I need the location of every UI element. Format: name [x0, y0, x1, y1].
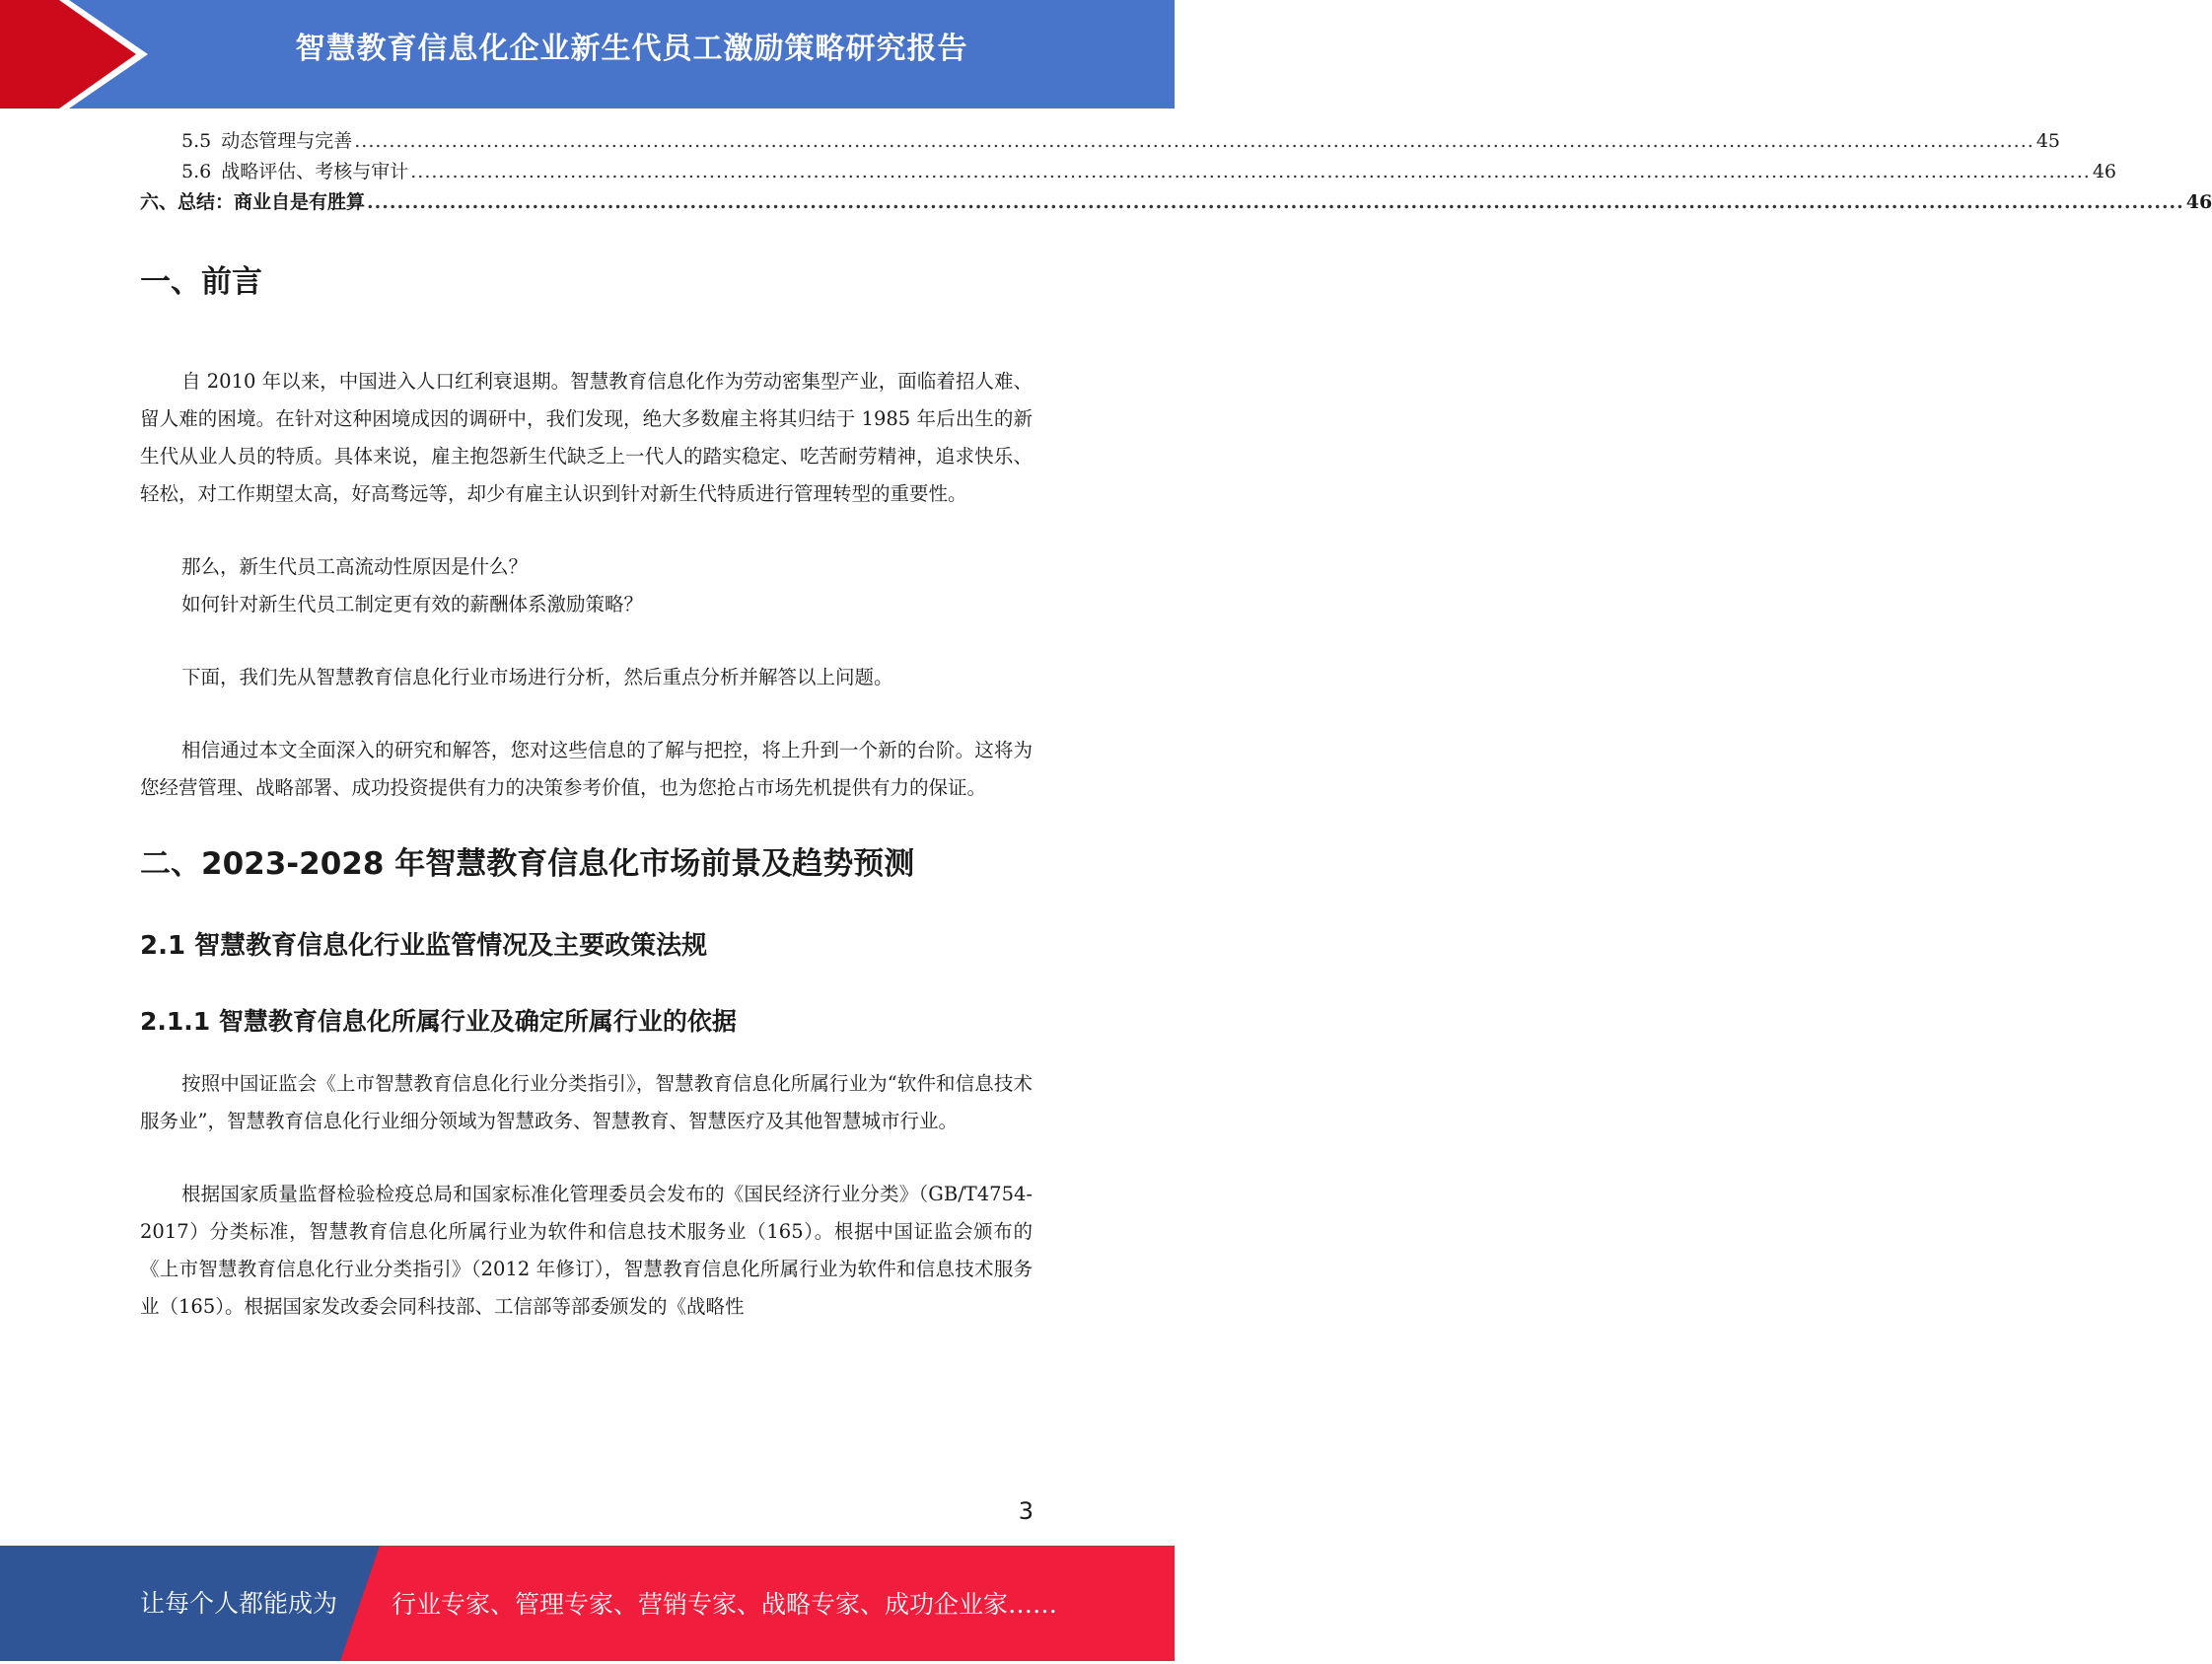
document-body [140, 253, 1033, 1326]
paragraph: 根据国家质量监督检验检疫总局和国家标准化管理委员会发布的《国民经济行业分类》（GB/T4754-2017）分类标准，智慧教育信息化所属行业为软件和信息技术服务业（165）。根据中国证监会颁布的《上市智慧教育信息化行业分类指引》（2012 年修订），智慧教育信息化所属行业为软件和信息技术服务业（165）。根据国家发改委会同科技部、工信部等部委颁发的《战略性 [140, 1183, 1033, 1318]
report-title: 智慧教育信息化企业新生代员工激励策略研究报告 [295, 32, 968, 66]
page-number: 3 [1018, 1497, 1034, 1525]
subsection-heading-2-1-1: 2.1.1 智慧教育信息化所属行业及确定所属行业的依据 [140, 1007, 737, 1036]
subsection-heading-2-1: 2.1 智慧教育信息化行业监管情况及主要政策法规 [140, 931, 708, 961]
toc-item-5-5[interactable] [140, 126, 2060, 157]
toc-item-label: 战略评估、考核与审计 [221, 161, 409, 182]
question-line: 那么，新生代员工高流动性原因是什么？ [181, 555, 529, 578]
footer-slogan-left: 让每个人都能成为 [140, 1589, 338, 1618]
toc-leader-dots: .................................................................................................................................................................................................................................................. [410, 161, 2091, 182]
toc-item-page: 46 [2092, 161, 2116, 182]
paragraph: 自 2010 年以来，中国进入人口红利衰退期。智慧教育信息化作为劳动密集型产业，面临着招人难、留人难的困境。在针对这种困境成因的调研中，我们发现，绝大多数雇主将其归结于 1985 年后出生的新生代从业人员的特质。具体来说，雇主抱怨新生代缺乏上一代人的踏实稳定、吃苦耐劳精神，追求快乐、轻松，对工作期望太高，好高骛远等，却少有雇主认识到针对新生代特质进行管理转型的重要性。 [140, 370, 1033, 505]
header-chevron-decoration [0, 0, 158, 109]
toc-item-number: 5.6 [181, 161, 212, 182]
paragraph: 按照中国证监会《上市智慧教育信息化行业分类指引》，智慧教育信息化所属行业为“软件和信息技术服务业”，智慧教育信息化行业细分领域为智慧政务、智慧教育、智慧医疗及其他智慧城市行业。 [140, 1072, 1033, 1132]
toc-item-label: 六、总结：商业自是有胜算 [140, 191, 366, 213]
question-line: 如何针对新生代员工制定更有效的薪酬体系激励策略？ [181, 593, 644, 615]
toc-item-page: 45 [2035, 130, 2060, 152]
toc-item-5-6[interactable] [140, 157, 2116, 187]
paragraph: 相信通过本文全面深入的研究和解答，您对这些信息的了解与把控，将上升到一个新的台阶。这将为您经营管理、战略部署、成功投资提供有力的决策参考价值，也为您抢占市场先机提供有力的保证。 [140, 739, 1033, 799]
footer-slogan-right: 行业专家、管理专家、营销专家、战略专家、成功企业家…… [392, 1590, 1058, 1619]
toc-leader-dots: .................................................................................................................................................................................................................................................. [367, 191, 2184, 213]
toc-item-page: 46 [2185, 191, 2212, 213]
toc-leader-dots: .................................................................................................................................................................................................................................................. [354, 130, 2034, 152]
toc-item-6[interactable] [140, 187, 2212, 218]
section-heading-preface: 一、前言 [140, 264, 262, 300]
table-of-contents [140, 126, 2212, 218]
section-heading-market: 二、2023-2028 年智慧教育信息化市场前景及趋势预测 [140, 846, 915, 882]
page-footer [0, 1546, 1175, 1661]
toc-item-label: 动态管理与完善 [221, 130, 353, 152]
paragraph: 下面，我们先从智慧教育信息化行业市场进行分析，然后重点分析并解答以上问题。 [181, 666, 893, 688]
page-header [0, 0, 1175, 109]
toc-item-number: 5.5 [181, 130, 212, 152]
